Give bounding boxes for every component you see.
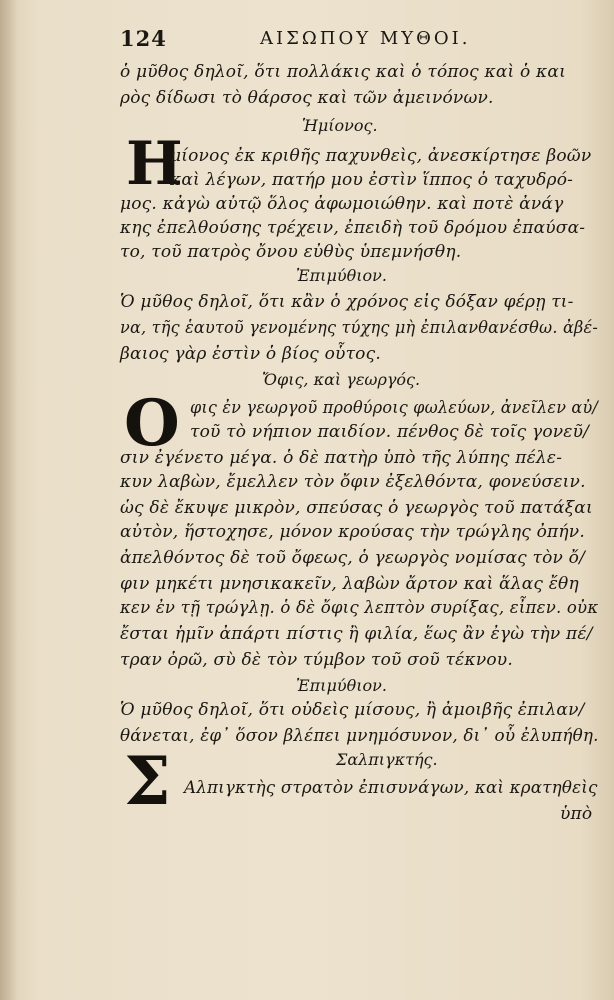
text-line: κης ἐπελθούσης τρέχειν, ἐπειδὴ τοῦ δρόμου ἐπαύσα- <box>120 218 586 238</box>
text-line: το, τοῦ πατρὸς ὄνου εὐθὺς ὑπεμνήσθη. <box>120 242 462 262</box>
catchword: ὑπὸ <box>560 804 593 824</box>
text-line: τοῦ τὸ νήπιον παιδίον. πένθος δὲ τοῖς γονεῦ/ <box>190 422 590 442</box>
text-line: Ὁ μῦθος δηλοῖ, ὅτι οὐδεὶς μίσους, ἢ ἀμοιβῆς ἐπιλαν/ <box>120 700 585 720</box>
text-line: φις ἐν γεωργοῦ προθύροις φωλεύων, ἀνεῖλεν αὐ/ <box>190 398 598 418</box>
text-line: μίονος ἐκ κριθῆς παχυνθεὶς, ἀνεσκίρτησε βοῶν <box>170 146 592 166</box>
page-number: 124 <box>120 26 167 51</box>
text-line: ρὸς δίδωσι τὸ θάρσος καὶ τῶν ἀμεινόνων. <box>120 88 494 108</box>
running-head <box>120 26 590 52</box>
fable-title: Σαλπιγκτής. <box>336 750 438 769</box>
drop-cap: Σ <box>124 742 171 820</box>
text-line: Ὁ μῦθος δηλοῖ, ὅτι κἂν ὁ χρόνος εἰς δόξαν φέρῃ τι- <box>120 292 574 312</box>
text-line: να, τῆς ἑαυτοῦ γενομένης τύχης μὴ ἐπιλανθανέσθω. ἀβέ- <box>120 318 598 338</box>
text-line: φιν μηκέτι μνησικακεῖν, λαβὼν ἄρτον καὶ ἅλας ἔθη <box>120 574 579 594</box>
text-line: αὐτὸν, ἥστοχησε, μόνον κρούσας τὴν τρώγλης ὀπήν. <box>120 522 585 542</box>
text-line: ὡς δὲ ἔκυψε μικρὸν, σπεύσας ὁ γεωργὸς τοῦ πατάξαι <box>120 498 593 518</box>
fable-title: Ὄφις, καὶ γεωργός. <box>262 370 421 389</box>
text-line: θάνεται, ἐφ᾽ ὅσον βλέπει μνημόσυνον, δι᾽ οὗ ἐλυπήθη. <box>120 726 599 746</box>
moral-title: Ἐπιμύθιον. <box>296 676 387 695</box>
text-line: κεν ἐν τῇ τρώγλῃ. ὁ δὲ ὄφις λεπτὸν συρίξας, εἶπεν. οὐκ <box>120 598 599 618</box>
text-line: ἔσται ἡμῖν ἀπάρτι πίστις ἢ φιλία, ἕως ἂν ἐγὼ τὴν πέ/ <box>120 624 593 644</box>
text-line: ὁ μῦθος δηλοῖ, ὅτι πολλάκις καὶ ὁ τόπος καὶ ὁ και <box>120 62 566 82</box>
text-line: σιν ἐγένετο μέγα. ὁ δὲ πατὴρ ὑπὸ τῆς λύπης πέλε- <box>120 448 563 468</box>
text-line: τραν ὁρῶ, σὺ δὲ τὸν τύμβον τοῦ σοῦ τέκνου. <box>120 650 513 670</box>
text-line: ἀπελθόντος δὲ τοῦ ὄφεως, ὁ γεωργὸς νομίσας τὸν ὄ/ <box>120 548 586 568</box>
text-line: Αλπιγκτὴς στρατὸν ἐπισυνάγων, καὶ κρατηθεὶς <box>184 778 598 798</box>
text-line: κυν λαβὼν, ἔμελλεν τὸν ὄφιν ἐξελθόντα, φονεύσειν. <box>120 472 586 492</box>
text-line: βαιος γὰρ ἐστὶν ὁ βίος οὗτος. <box>120 344 381 364</box>
drop-cap: Ο <box>124 386 180 461</box>
gutter-shadow <box>0 0 18 1000</box>
drop-cap: Η <box>126 129 183 199</box>
text-line: καὶ λέγων, πατήρ μου ἐστὶν ἵππος ὁ ταχυδρό- <box>170 170 574 190</box>
running-title: ΑΙΣΩΠΟΥ ΜΥΘΟΙ. <box>260 28 471 49</box>
moral-title: Ἐπιμύθιον. <box>296 266 387 285</box>
text-line: μος. κἀγὼ αὐτῷ ὅλος ἀφωμοιώθην. καὶ ποτὲ ἀνάγ <box>120 194 564 214</box>
fable-title: Ἡμίονος. <box>302 116 378 135</box>
